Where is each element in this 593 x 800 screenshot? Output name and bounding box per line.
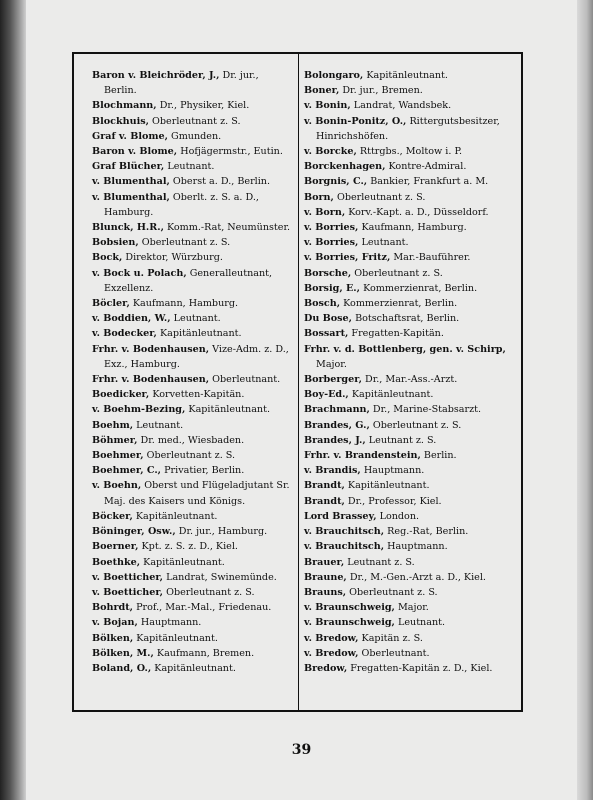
list-item xyxy=(304,402,518,417)
entry-detail: Hauptmann. xyxy=(387,541,448,553)
list-item xyxy=(304,190,518,205)
list-item xyxy=(92,342,292,372)
entry-detail: Kaufmann, Bremen. xyxy=(156,647,255,659)
entry-detail: Korv.-Kapt. a. D., Düsseldorf. xyxy=(348,206,489,218)
entry-detail: Dr., M.-Gen.-Arzt a. D., Kiel. xyxy=(349,571,486,583)
entry-name: Du Bose, xyxy=(304,313,352,325)
entry-detail: Prof., Mar.-Mal., Friedenau. xyxy=(136,602,272,614)
entry-name: v. Bodecker, xyxy=(92,328,157,340)
entry-name: v. Bredow, xyxy=(304,647,359,659)
list-item xyxy=(304,570,518,585)
entry-detail: Kapitänleutnant. xyxy=(351,389,434,401)
list-item xyxy=(304,83,518,98)
list-item xyxy=(92,129,292,144)
entry-detail: Oberst und Flügeladjutant Sr. Maj. des Kaisers und Königs. xyxy=(104,480,290,507)
list-item xyxy=(92,555,292,570)
entry-name: Bossart, xyxy=(304,328,349,340)
left-column xyxy=(92,68,292,676)
page-frame xyxy=(72,52,523,712)
entry-detail: Oberleutnant z. S. xyxy=(166,586,255,598)
entry-detail: Komm.-Rat, Neumünster. xyxy=(167,222,291,234)
entry-name: Frhr. v. Bodenhausen, xyxy=(92,374,210,386)
list-item xyxy=(304,585,518,600)
entry-name: Bölken, xyxy=(92,632,134,644)
entry-name: Brandes, J., xyxy=(304,434,366,446)
entry-name: Brauns, xyxy=(304,586,347,598)
entry-detail: Oberleutnant z. S. xyxy=(372,419,462,431)
entry-detail: Leutnant. xyxy=(167,161,215,173)
entry-detail: Oberleutnant z. S. xyxy=(146,450,236,462)
list-item xyxy=(304,220,518,235)
entry-name: Baron v. Blome, xyxy=(92,146,178,158)
entry-name: v. Borries, xyxy=(304,237,359,249)
entry-name: Borgnis, C., xyxy=(304,176,368,188)
entry-name: Frhr. v. Bodenhausen, xyxy=(92,343,210,355)
entry-name: Boland, O., xyxy=(92,662,152,674)
entry-detail: Berlin. xyxy=(423,450,457,462)
entry-name: v. Brauchitsch, xyxy=(304,541,385,553)
list-item xyxy=(92,570,292,585)
entry-detail: Rittergutsbesitzer, Hinrichshöfen. xyxy=(316,115,500,142)
entry-detail: Kaufmann, Hamburg. xyxy=(132,298,239,310)
entry-detail: Dr., Mar.-Ass.-Arzt. xyxy=(365,374,458,386)
entry-detail: Gmunden. xyxy=(171,130,222,142)
entry-detail: Kapitänleutnant. xyxy=(159,328,242,340)
entry-detail: Major. xyxy=(316,358,347,370)
list-item xyxy=(304,600,518,615)
entry-detail: Dr., Physiker, Kiel. xyxy=(159,100,250,112)
entry-detail: Kapitänleutnant. xyxy=(188,404,271,416)
list-item xyxy=(304,296,518,311)
list-item xyxy=(92,509,292,524)
book-page xyxy=(26,0,577,800)
list-item xyxy=(92,539,292,554)
entry-detail: Landrat, Swinemünde. xyxy=(166,571,277,583)
list-item xyxy=(92,387,292,402)
entry-detail: Kaufmann, Hamburg. xyxy=(361,222,467,234)
entry-detail: Oberleutnant z. S. xyxy=(349,586,438,598)
list-item xyxy=(92,615,292,630)
entry-detail: Kapitänleutnant. xyxy=(136,632,218,644)
list-item xyxy=(304,463,518,478)
list-item xyxy=(304,266,518,281)
list-item xyxy=(92,418,292,433)
entry-detail: Dr., Professor, Kiel. xyxy=(347,495,442,507)
entry-detail: Hauptmann. xyxy=(363,465,425,477)
list-item xyxy=(92,174,292,189)
page-edge xyxy=(577,0,593,800)
entry-detail: Oberleutnant z. S. xyxy=(336,191,426,203)
list-item xyxy=(304,372,518,387)
entry-detail: Leutnant. xyxy=(173,313,221,325)
entry-name: v. Bonin, xyxy=(304,100,351,112)
list-item xyxy=(304,555,518,570)
entry-detail: Fregatten-Kapitän z. D., Kiel. xyxy=(350,662,493,674)
entry-detail: Dr. jur., Berlin. xyxy=(104,70,259,97)
list-item xyxy=(92,159,292,174)
entry-name: Baron v. Bleichröder, J., xyxy=(92,70,220,81)
list-item xyxy=(304,539,518,554)
entry-detail: Leutnant. xyxy=(397,617,446,629)
entry-name: v. Born, xyxy=(304,206,346,218)
list-item xyxy=(304,509,518,524)
list-item xyxy=(304,174,518,189)
entry-name: Borsig, E., xyxy=(304,282,360,294)
entry-name: Bolongaro, xyxy=(304,70,364,81)
list-item xyxy=(92,478,292,508)
list-item xyxy=(304,433,518,448)
entry-detail: Dr., Marine-Stabsarzt. xyxy=(372,404,482,416)
entry-name: Born, xyxy=(304,191,334,203)
list-item xyxy=(92,402,292,417)
list-item xyxy=(304,250,518,265)
entry-detail: Kpt. z. S. z. D., Kiel. xyxy=(141,541,238,553)
list-item xyxy=(92,448,292,463)
entry-name: v. Braunschweig, xyxy=(304,617,395,629)
entry-detail: Oberleutnant z. S. xyxy=(354,267,443,279)
entry-name: Bredow, xyxy=(304,662,348,674)
entry-name: Bock, xyxy=(92,252,123,264)
entry-detail: Mar.-Bauführer. xyxy=(393,252,471,264)
entry-name: Böhmer, xyxy=(92,434,138,446)
entry-detail: Oberlt. z. S. a. D., Hamburg. xyxy=(104,191,259,218)
entry-detail: Oberst a. D., Berlin. xyxy=(172,176,271,188)
list-item xyxy=(304,311,518,326)
entry-name: Böcker, xyxy=(92,510,133,522)
list-item xyxy=(304,342,518,372)
entry-name: Bohrdt, xyxy=(92,602,134,614)
entry-name: Graf Blücher, xyxy=(92,161,165,173)
list-item xyxy=(92,296,292,311)
entry-name: Brandt, xyxy=(304,480,345,492)
entry-name: Borberger, xyxy=(304,374,362,386)
entry-name: v. Bojan, xyxy=(92,617,138,629)
entry-detail: Bankier, Frankfurt a. M. xyxy=(370,176,489,188)
list-item xyxy=(92,98,292,113)
list-item xyxy=(304,524,518,539)
entry-name: Boedicker, xyxy=(92,389,150,401)
entry-name: Boehmer, C., xyxy=(92,465,162,477)
entry-name: v. Brandis, xyxy=(304,465,361,477)
entry-detail: Dr. jur., Bremen. xyxy=(342,85,423,97)
entry-detail: Leutnant. xyxy=(361,237,409,249)
entry-name: v. Boetticher, xyxy=(92,586,164,598)
entry-name: Blockhuis, xyxy=(92,115,149,127)
list-item xyxy=(92,600,292,615)
list-item xyxy=(304,631,518,646)
list-item xyxy=(92,190,292,220)
entry-name: Braune, xyxy=(304,571,347,583)
list-item xyxy=(92,144,292,159)
column-divider xyxy=(298,54,299,710)
list-item xyxy=(304,494,518,509)
list-item xyxy=(304,615,518,630)
entry-detail: Vize-Adm. z. D., Exz., Hamburg. xyxy=(104,343,289,370)
entry-name: v. Borries, xyxy=(304,222,359,234)
entry-name: v. Blumenthal, xyxy=(92,176,170,188)
list-item xyxy=(92,250,292,265)
list-item xyxy=(92,585,292,600)
list-item xyxy=(92,646,292,661)
entry-name: v. Blumenthal, xyxy=(92,191,170,203)
entry-name: Bobsien, xyxy=(92,237,139,249)
entry-detail: Generalleutnant, Exzellenz. xyxy=(104,267,273,294)
entry-detail: Kapitänleutnant. xyxy=(347,480,430,492)
entry-detail: Korvetten-Kapitän. xyxy=(152,389,245,401)
list-item xyxy=(304,205,518,220)
entry-detail: Hauptmann. xyxy=(140,617,202,629)
list-item xyxy=(304,159,518,174)
entry-name: Frhr. v. Brandenstein, xyxy=(304,450,421,462)
list-item xyxy=(92,463,292,478)
list-item xyxy=(304,448,518,463)
entry-detail: London. xyxy=(379,510,420,522)
list-item xyxy=(304,646,518,661)
list-item xyxy=(92,433,292,448)
entry-detail: Leutnant. xyxy=(136,419,184,431)
entry-name: v. Boddien, W., xyxy=(92,313,171,325)
entry-detail: Oberleutnant. xyxy=(361,647,430,659)
entry-detail: Kapitänleutnant. xyxy=(143,556,225,568)
entry-detail: Kapitänleutnant. xyxy=(135,510,218,522)
entry-detail: Leutnant z. S. xyxy=(368,434,437,446)
list-item xyxy=(92,68,292,98)
entry-detail: Landrat, Wandsbek. xyxy=(353,100,452,112)
entry-detail: Rttrgbs., Moltow i. P. xyxy=(359,146,463,158)
list-item xyxy=(304,478,518,493)
entry-name: Brauer, xyxy=(304,556,345,568)
entry-name: v. Boehn, xyxy=(92,480,142,492)
entry-name: v. Boetticher, xyxy=(92,571,164,583)
entry-name: v. Bock u. Polach, xyxy=(92,267,187,279)
list-item xyxy=(304,144,518,159)
entry-detail: Direktor, Würzburg. xyxy=(125,252,223,264)
entry-name: Boethke, xyxy=(92,556,141,568)
entry-name: v. Borcke, xyxy=(304,146,357,158)
entry-name: Boerner, xyxy=(92,541,139,553)
entry-name: Brandes, G., xyxy=(304,419,370,431)
list-item xyxy=(92,266,292,296)
list-item xyxy=(92,114,292,129)
entry-name: Blunck, H.R., xyxy=(92,222,164,234)
entry-name: v. Boehm-Bezing, xyxy=(92,404,186,416)
book-spine-shadow xyxy=(0,0,26,800)
entry-name: v. Bonin-Ponitz, O., xyxy=(304,115,407,127)
list-item xyxy=(92,235,292,250)
list-item xyxy=(304,326,518,341)
entry-detail: Dr. med., Wiesbaden. xyxy=(140,434,245,446)
list-item xyxy=(304,68,518,83)
entry-name: Boehm, xyxy=(92,419,134,431)
entry-detail: Kommerzienrat, Berlin. xyxy=(343,298,458,310)
entry-detail: Kommerzienrat, Berlin. xyxy=(363,282,478,294)
entry-name: v. Braunschweig, xyxy=(304,602,395,614)
page-number: 39 xyxy=(291,742,312,758)
entry-name: Bosch, xyxy=(304,298,341,310)
entry-name: v. Borries, Fritz, xyxy=(304,252,391,264)
entry-detail: Hofjägermstr., Eutin. xyxy=(180,146,283,158)
list-item xyxy=(304,235,518,250)
entry-name: Brachmann, xyxy=(304,404,370,416)
list-item xyxy=(304,418,518,433)
right-column xyxy=(304,68,518,676)
list-item xyxy=(92,372,292,387)
list-item xyxy=(304,114,518,144)
entry-detail: Dr. jur., Hamburg. xyxy=(178,526,268,538)
entry-detail: Oberleutnant. xyxy=(212,374,281,386)
list-item xyxy=(92,311,292,326)
entry-detail: Botschaftsrat, Berlin. xyxy=(355,313,460,325)
list-item xyxy=(92,220,292,235)
list-item xyxy=(92,326,292,341)
entry-name: Bölken, M., xyxy=(92,647,154,659)
entry-name: Graf v. Blome, xyxy=(92,130,168,142)
list-item xyxy=(92,524,292,539)
entry-detail: Leutnant z. S. xyxy=(347,556,415,568)
entry-name: Blochmann, xyxy=(92,100,157,112)
entry-name: Borckenhagen, xyxy=(304,161,386,173)
list-item xyxy=(304,661,518,676)
entry-detail: Fregatten-Kapitän. xyxy=(351,328,444,340)
entry-name: Brandt, xyxy=(304,495,345,507)
entry-name: v. Bredow, xyxy=(304,632,359,644)
entry-name: Böcler, xyxy=(92,298,130,310)
entry-name: Borsche, xyxy=(304,267,352,279)
entry-detail: Kapitänleutnant. xyxy=(366,70,448,81)
entry-detail: Reg.-Rat, Berlin. xyxy=(387,526,469,538)
list-item xyxy=(304,387,518,402)
entry-detail: Kapitän z. S. xyxy=(361,632,423,644)
entry-detail: Major. xyxy=(397,602,429,614)
entry-detail: Kontre-Admiral. xyxy=(388,161,467,173)
entry-detail: Oberleutnant z. S. xyxy=(152,115,241,127)
list-item xyxy=(304,98,518,113)
entry-name: v. Brauchitsch, xyxy=(304,526,385,538)
entry-detail: Oberleutnant z. S. xyxy=(141,237,231,249)
entry-name: Lord Brassey, xyxy=(304,510,377,522)
list-item xyxy=(92,661,292,676)
entry-name: Boehmer, xyxy=(92,450,144,462)
entry-detail: Privatier, Berlin. xyxy=(164,465,245,477)
entry-name: Boner, xyxy=(304,85,340,97)
list-item xyxy=(92,631,292,646)
entry-detail: Kapitänleutnant. xyxy=(154,662,236,674)
list-item xyxy=(304,281,518,296)
entry-name: Boy-Ed., xyxy=(304,389,349,401)
entry-name: Frhr. v. d. Bottlenberg, gen. v. Schirp, xyxy=(304,343,506,355)
entry-name: Böninger, Osw., xyxy=(92,526,176,538)
